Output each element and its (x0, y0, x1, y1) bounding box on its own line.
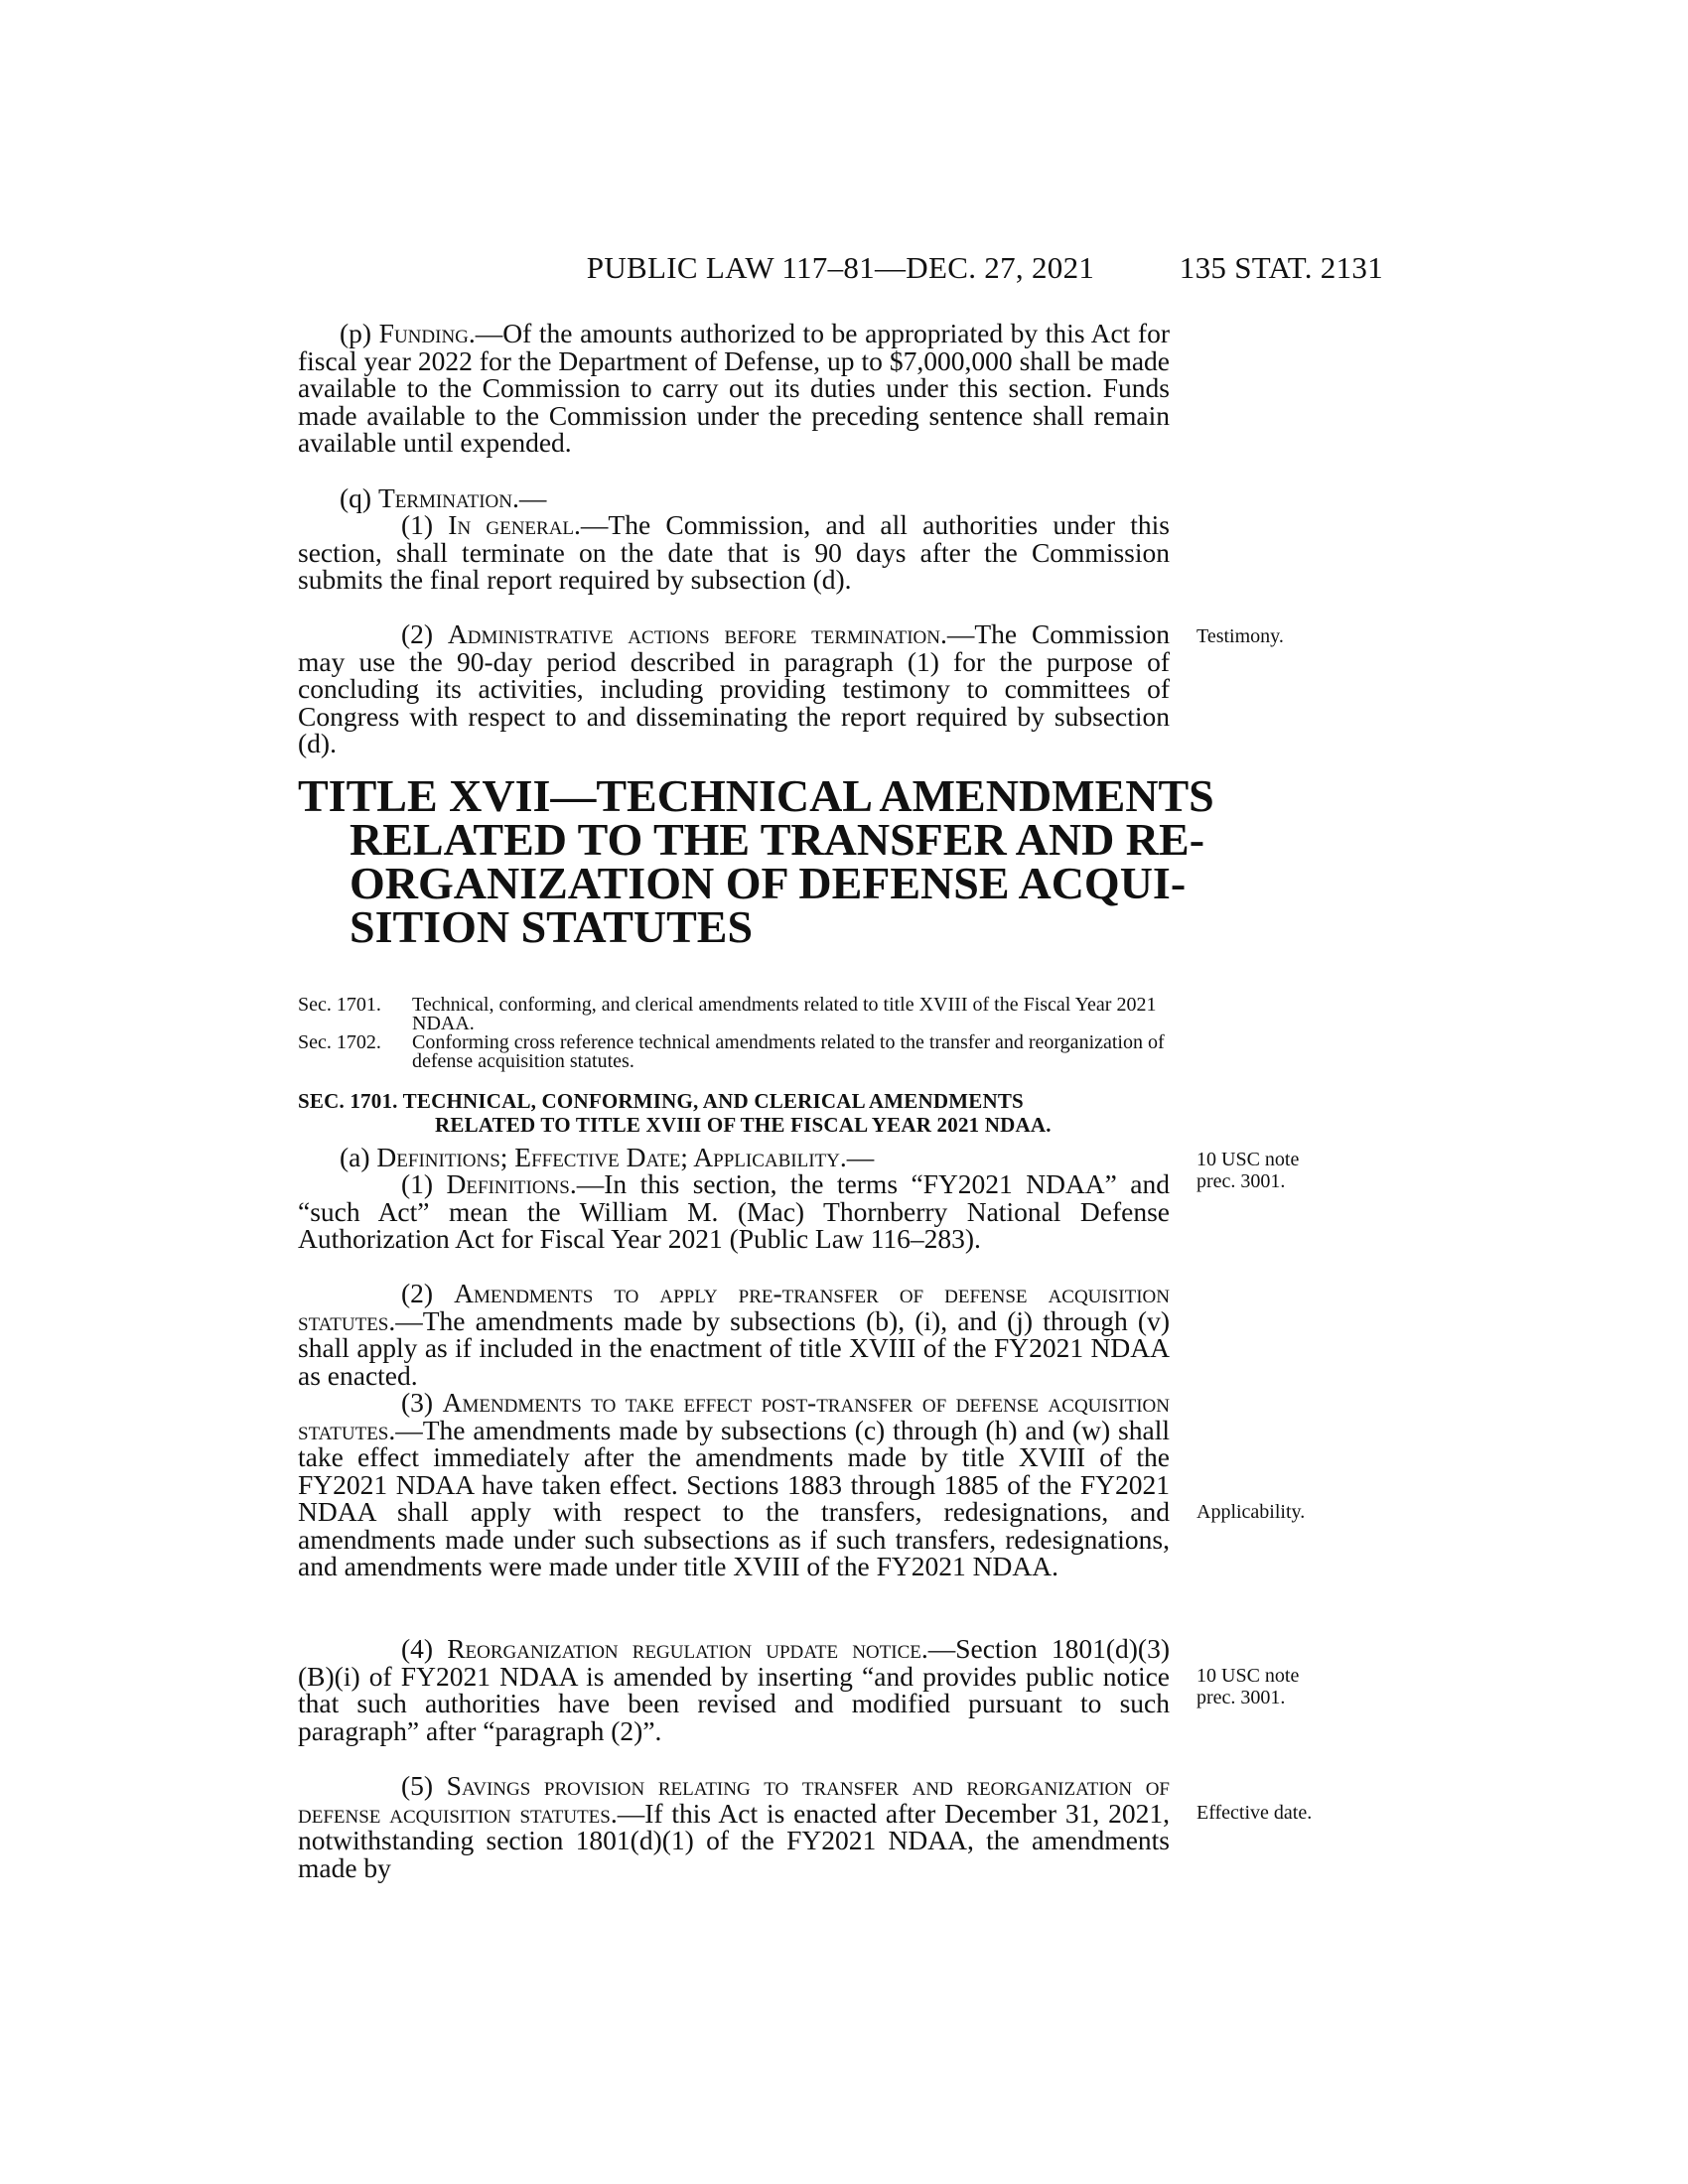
subsection-a: (a) Definitions; Effective Date; Applicability.— (340, 1142, 875, 1172)
toc-section-title: Technical, conforming, and clerical amendments related to title XVIII of the Fiscal Year 2021 NDAA. (412, 994, 1157, 1034)
margin-note-testimony: Testimony. (1196, 625, 1284, 647)
paragraph-heading: Amendments to apply pre-transfer of defense acquisition statutes (298, 1278, 1170, 1336)
toc-entry (298, 996, 1170, 1033)
paragraph-a2: (2) Amendments to apply pre-transfer of defense acquisition statutes.—The amendments made by subsections (b), (i), and (j) through (v) shall apply as if included in the enactment of title XVIII of the FY2021 NDAA as enacted. (298, 1278, 1170, 1391)
paragraph-a5: (5) Savings provision relating to transfer and reorganization of defense acquisition statutes.—If this Act is enacted after December 31, 2021, notwithstanding section 1801(d)(1) of the FY2021 NDAA, the amendments made by (298, 1770, 1170, 1883)
paragraph-q2: (2) Administrative actions before termination.—The Commission may use the 90-day period described in paragraph (1) for the purpose of concluding its activities, including providing testimony to committees of Congress with respect to and disseminating the report required by subsection (d). (298, 618, 1171, 758)
paragraph-a4: (4) Reorganization regulation update notice.—Section 1801(d)(3)(B)(i) of FY2021 NDAA is amended by inserting “and provides public notice that such authorities have been revised and modified pursuant to such paragraph” after “paragraph (2)”. (298, 1633, 1170, 1746)
paragraph-heading: Definitions (446, 1168, 570, 1199)
title-heading: TITLE XVII—TECHNICAL AMENDMENTS RELATED TO THE TRANSFER AND RE- ORGANIZATION OF DEFENSE ACQUI- SITION STATUTES (298, 770, 1214, 952)
margin-note-applicability: Applicability. (1196, 1501, 1306, 1523)
paragraph-a3: (3) Amendments to take effect post-transfer of defense acquisition statutes.—The amendments made by subsections (c) through (h) and (w) shall take effect immediately after the amendments made by title XVIII of the FY2021 NDAA have taken effect. Sections 1883 through 1885 of the FY2021 NDAA shall apply with respect to the transfers, redesignations, and amendments made under such subsections as if such transfers, redesignations, and amendments were made under title XVIII of the FY2021 NDAA. (298, 1387, 1170, 1581)
paragraph-heading: Amendments to take effect post-transfer of defense acquisition statutes (298, 1387, 1170, 1445)
paragraph-heading: In general (448, 509, 575, 540)
public-law-citation: PUBLIC LAW 117–81—DEC. 27, 2021 (586, 250, 1095, 285)
subsection-heading: Funding (378, 318, 469, 348)
paragraph-heading: Administrative actions before termination (447, 618, 940, 649)
subsection-heading: Definitions; Effective Date; Applicability (376, 1142, 840, 1172)
title-table-of-contents (298, 996, 1170, 1071)
toc-section-number: Sec. 1702. (298, 1031, 381, 1053)
running-head (298, 250, 1383, 290)
subsection-q-termination: (q) Termination.— (340, 482, 547, 513)
toc-section-number: Sec. 1701. (298, 994, 381, 1016)
margin-note-usc-citation: 10 USC note prec. 3001. (1196, 1665, 1300, 1708)
subsection-heading: Termination (377, 482, 512, 513)
subsection-p-funding: (p) Funding.—Of the amounts authorized to be appropriated by this Act for fiscal year 2022 for the Department of Defense, up to $7,000,000 shall be made available to the Commission to carry out its duties under this section. Funds made available to the Commission under the preceding sentence shall remain available until expended. (298, 318, 1170, 458)
margin-note-effective-date: Effective date. (1196, 1802, 1313, 1824)
margin-note-usc-citation: 10 USC note prec. 3001. (1196, 1149, 1300, 1192)
paragraph-q1: (1) In general.—The Commission, and all authorities under this section, shall terminate on the date that is 90 days after the Commission submits the final report required by subsection (d). (298, 509, 1170, 595)
paragraph-a1: (1) Definitions.—In this section, the terms “FY2021 NDAA” and “such Act” mean the William M. (Mac) Thornberry National Defense Authorization Act for Fiscal Year 2021 (Public Law 116–283). (298, 1168, 1170, 1254)
toc-entry (298, 1033, 1170, 1071)
section-1701-heading: SEC. 1701. TECHNICAL, CONFORMING, AND CLERICAL AMENDMENTS RELATED TO TITLE XVIII OF THE FISCAL YEAR 2021 NDAA. (298, 1089, 1052, 1137)
paragraph-heading: Savings provision relating to transfer and reorganization of defense acquisition statutes (298, 1770, 1170, 1829)
toc-section-title: Conforming cross reference technical amendments related to the transfer and reorganization of defense acquisition statutes. (412, 1031, 1165, 1072)
paragraph-heading: Reorganization regulation update notice (447, 1633, 921, 1664)
statute-page-number: 135 STAT. 2131 (1179, 250, 1383, 285)
